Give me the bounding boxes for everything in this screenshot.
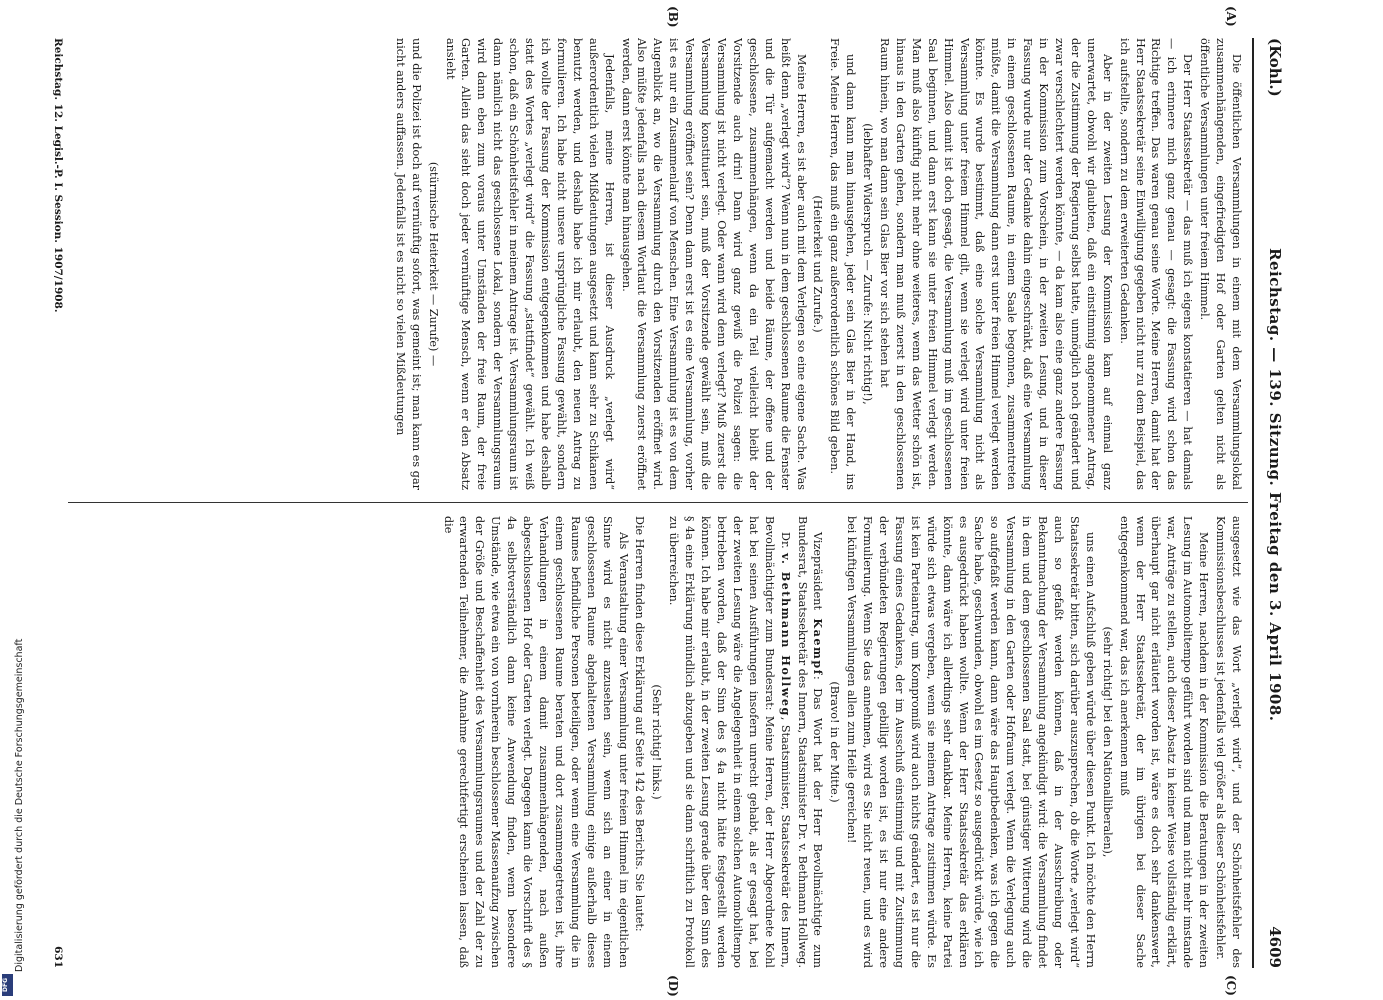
margin-letter-c: (C) xyxy=(1224,975,1238,996)
paragraph: und die Polizei ist doch auf vernünftig sofort, was gemeint ist; man kann es gar nicht anders auffassen. Jedenfalls ist es nicht so vielen Mißdeutungen xyxy=(393,38,423,490)
dfg-logo: DFG xyxy=(2,974,13,996)
page-number: 4609 xyxy=(1266,926,1284,968)
header-rule xyxy=(1252,38,1254,968)
paragraph: Die öffentlichen Versammlungen in einem mit dem Versammlungslokal zusammenhängenden, eingefriedigten Hof oder Garten gelten nicht als öffentliche Versammlungen unter freiem Himmel. xyxy=(1198,38,1243,490)
paragraph: Als Veranstaltung einer Versammlung unter freiem Himmel im eigentlichen Sinne wird es nicht anzusehen sein, wenn sich an einer in einem geschlossenen Raume abgehaltenen Versammlung einige außerhalb dieses Raumes befindliche Personen beteiligen, oder wenn eine Versammlung die in einem geschlossenen Raume beraten und dort zusammengetreten ist, ihre Verhandlungen in einem damit zusammenhängenden, nach außen abgeschlossenen Hof oder Garten verlegt. Dagegen kann die Vorschrift des § 4a selbstverständlich dann keine Anwendung finden, wenn besondere Umstände, wie etwa ein von vornherein beschlossener Massenaufzug zwischen der Größe und Beschaffenheit des Versammlungsraumes und der Zahl der zu erwartenden Teilnehmer, die Annahme gerechtfertigt erscheinen lassen, daß die xyxy=(441,516,630,968)
paragraph: Die Herren finden diese Erklärung auf Seite 142 des Berichts. Sie lautet: xyxy=(633,516,647,932)
paragraph: Aber in der zweiten Lesung der Kommission kam auf einmal ganz unerwartet, obwohl wir glaubten, daß ein einstimmig angenommener Antrag, der die Zustimmung der Regierung selbst hatte, unmöglich noch geändert und zwar verschlechtert werden könnte, — da kam also eine ganz andere Fassung in der Kommission zum Vorschein, in der zweiten Lesung, und in dieser Fassung wurde nur der Gedanke dahin eingeschränkt, daß eine Versammlung in einem geschlossenen Raume, in einem Saale begonnen, zusammentreten müßte, damit die Versammlung dann erst unter freien Himmel verlegt werden könnte. Es wurde bestimmt, daß eine solche Versammlung nicht als Versammlung unter freiem Himmel gilt, wenn sie verlegt wird unter freien Himmel. Also damit ist doch gesagt, die Versammlung muß im geschlossenen Saal beginnen, und dann erst kann sie unter freien Himmel verlegt werden. Man muß also künftig nicht mehr ohne weiteres, wenn das Wetter schön ist, hinaus in den Garten gehen, sondern man muß zuerst in den geschlossenen Raum hinein, wo man dann sein Glas Bier vor sich stehen hat xyxy=(878,38,1114,490)
speaker-label: (Kohl.) xyxy=(1266,38,1284,97)
margin-letter-b: (B) xyxy=(666,6,680,28)
session-title: Reichstag. — 139. Sitzung. Freitag den 3. April 1908. xyxy=(1266,248,1284,722)
page-header xyxy=(1260,38,1290,968)
paragraph: Meine Herren, es ist aber auch mit dem Verlegen so eine eigene Sache. Was heißt denn „verlegt wird“? Wenn nun in dem geschlossenen Raume die Fenster und die Tür aufgemacht werden und beide Räume, der offene und der geschlossene, zusammenhängen, wenn da ein Teil vielleicht bleibt der Vorsitzende auch drin! Dann wird ganz gewiß die Polizei sagen: die Versammlung ist nicht verlegt. Oder wann wird denn verlegt? Muß zuerst die Versammlung konstituiert sein, muß der Vorsitzende gewählt sein, muß die Versammlung eröffnet sein? Denn dann erst ist es eine Versammlung, vorher ist es nur ein Zusammenlauf von Menschen. Eine Versammlung ist es von dem Augenblick an, wo die Versammlung durch den Vorsitzenden eröffnet wird. Also müßte jedenfalls nach diesem Wortlaut die Versammlung zuerst eröffnet werden, dann erst könnte man hinausgehen. xyxy=(619,38,808,490)
margin-letter-a: (A) xyxy=(1224,6,1238,27)
speaker-name: v. Bethmann Hollweg xyxy=(778,553,793,717)
stage-direction: (Bravo! in der Mitte.) xyxy=(828,681,842,803)
paragraph: und dann kann man hinausgehen, jeder sein Glas Bier in der Hand, ins Freie. Meine Herren, das muß ein ganz außerordentlich schönes Bild geben. xyxy=(828,38,858,490)
paragraph: Vizepräsident Kaempf: Das Wort hat der Herr Bevollmächtigte zum Bundesrat, Staatssekretär des Innern, Staatsminister Dr. v. Bethmann Hollweg. xyxy=(795,516,826,968)
speaker-name: Kaempf xyxy=(811,618,826,676)
paragraph: Der Herr Staatssekretär — das muß ich eigens konstatieren — hat damals — ich erinnere mich ganz genau — gesagt: die Fassung wird schon das Richtige treffen. Das waren genau seine Worte. Meine Herren, damit hat der Herr Staatssekretär seine Einwilligung gegeben nicht nur zu dem Beispiel, das ich aufstellte, sondern zu dem erweiterten Gedanken. xyxy=(1117,38,1195,490)
footer-publication: Reichstag. 12. Legisl.-P. I. Session. 1907/1908. xyxy=(52,38,64,313)
stage-direction: (Heiterkeit und Zurufe.) xyxy=(811,195,825,333)
margin-letter-d: (D) xyxy=(666,975,680,997)
right-column xyxy=(64,516,1244,968)
stage-direction: (sehr richtig! bei den Nationalliberalen), xyxy=(1100,626,1114,858)
paragraph: ausgesetzt wie das Wort „verlegt wird“, und der Schönheitsfehler des Kommissionsbeschlusses ist jedenfalls viel größer als dieser Schönheitsfehler. xyxy=(1214,516,1243,968)
stage-direction: (lebhafter Widerspruch — Zurufe: Nicht richtig!), xyxy=(861,123,875,405)
digitization-notice: Digitalisierung gefördert durch die Deutsche Forschungsgemeinschaft xyxy=(14,638,25,972)
paragraph: Dr. v. Bethmann Hollweg, Staatsminister, Staatssekretär des Innern, Bevollmächtigter zum Bundesrat: Meine Herren, der Herr Abgeordnete Kohl hat bei seinen Ausführungen insofern unrecht gehabt, als er gesagt hat, bei der zweiten Lesung wäre die Angelegenheit in einem solchen Automobiltempo betrieben worden, daß der Sinn des § 4a nicht hätte festgestellt werden können. Ich habe mir erlaubt, in der zweiten Lesung gerade über den Sinn des § 4a eine Erklärung mündlich abzugeben und sie dann schriftlich zu Protokoll zu überreichen. xyxy=(667,516,793,968)
paragraph: Meine Herren, nachdem in der Kommission die Beratungen in der zweiten Lesung im Automobiltempo geführt worden sind und man nicht mehr imstande war, Anträge zu stellen, auch dieser Absatz in keiner Weise vollständig erklärt, überhaupt gar nicht erläutert worden ist, wäre es doch sehr dankenswert, wenn der Herr Staatssekretär, der im übrigen bei dieser Sache entgegenkommend war, das ich anerkennen muß xyxy=(1117,516,1211,968)
stage-direction: (stürmische Heiterkeit — Zurufe) — xyxy=(426,161,440,367)
paragraph: Jedenfalls, meine Herren, ist dieser Ausdruck „verlegt wird“ außerordentlich vielen Mißdeutungen ausgesetzt und kann sehr zu Schikanen benutzt werden, und deshalb habe ich mir erlaubt, den neuen Antrag zu formulieren. Ich habe nicht unsere ursprüngliche Fassung gewählt, sondern ich wollte der Fassung der Kommission entgegenkommen und habe deshalb statt des Wortes „verlegt wird“ die Fassung „stattfindet“ gewählt. Ich weiß schon, daß ein Schönheitsfehler in meinem Antrage ist. Versammlungsraum ist dann nämlich nicht das geschlossene Lokal, sondern der Versammlungsraum wird dann eben zum voraus unter Umständen der freie Raum, der freie Garten. Allein das sieht doch jeder vernünftige Mensch, wenn er den Absatz ansieht xyxy=(443,38,616,490)
paragraph: uns einen Aufschluß geben würde über diesen Punkt. Ich möchte den Herrn Staatssekretär bitten, sich darüber auszusprechen, ob die Worte „verlegt wird“ auch so gefaßt werden können, daß in der Ausschreibung oder Bekanntmachung der Versammlung angekündigt wird: die Versammlung findet in dem und dem geschlossenen Saal statt, bei günstiger Witterung wird die Versammlung in den Garten oder Hofraum verlegt. Wenn die Verlegung auch so aufgefaßt werden kann, dann wäre das Hauptbedenken, was ich gegen die Sache habe, geschwunden, obwohl es im Gesetz so ausgedrückt würde, wie ich es ausgedrückt haben wollte. Wenn der Herr Staatssekretär das erklären könnte, dann wäre ich allerdings sehr dankbar. Meine Herren, keine Partei würde sich etwas vergeben, wenn sie meinem Antrage zustimmen würde. Es ist kein Parteiantrag, um Kompromiß wird auch nichts geändert, es ist nur die Fassung eines Gedankens, der im Ausschuß einstimmig und mit Zustimmung der verbündeten Regierungen gebilligt worden ist, es ist nur eine andere Formulierung. Wenn Sie das annehmen, wird es Sie nicht reuen, und es wird bei künftigen Versammlungen allen zum Heile gereichen! xyxy=(845,516,1097,968)
footer-sheet-number: 631 xyxy=(52,946,64,968)
document-page xyxy=(40,0,1300,1000)
column-divider xyxy=(68,502,1248,503)
stage-direction: (Sehr richtig! links.) xyxy=(650,684,664,800)
digitization-strip xyxy=(0,0,25,1000)
left-column xyxy=(64,38,1244,490)
